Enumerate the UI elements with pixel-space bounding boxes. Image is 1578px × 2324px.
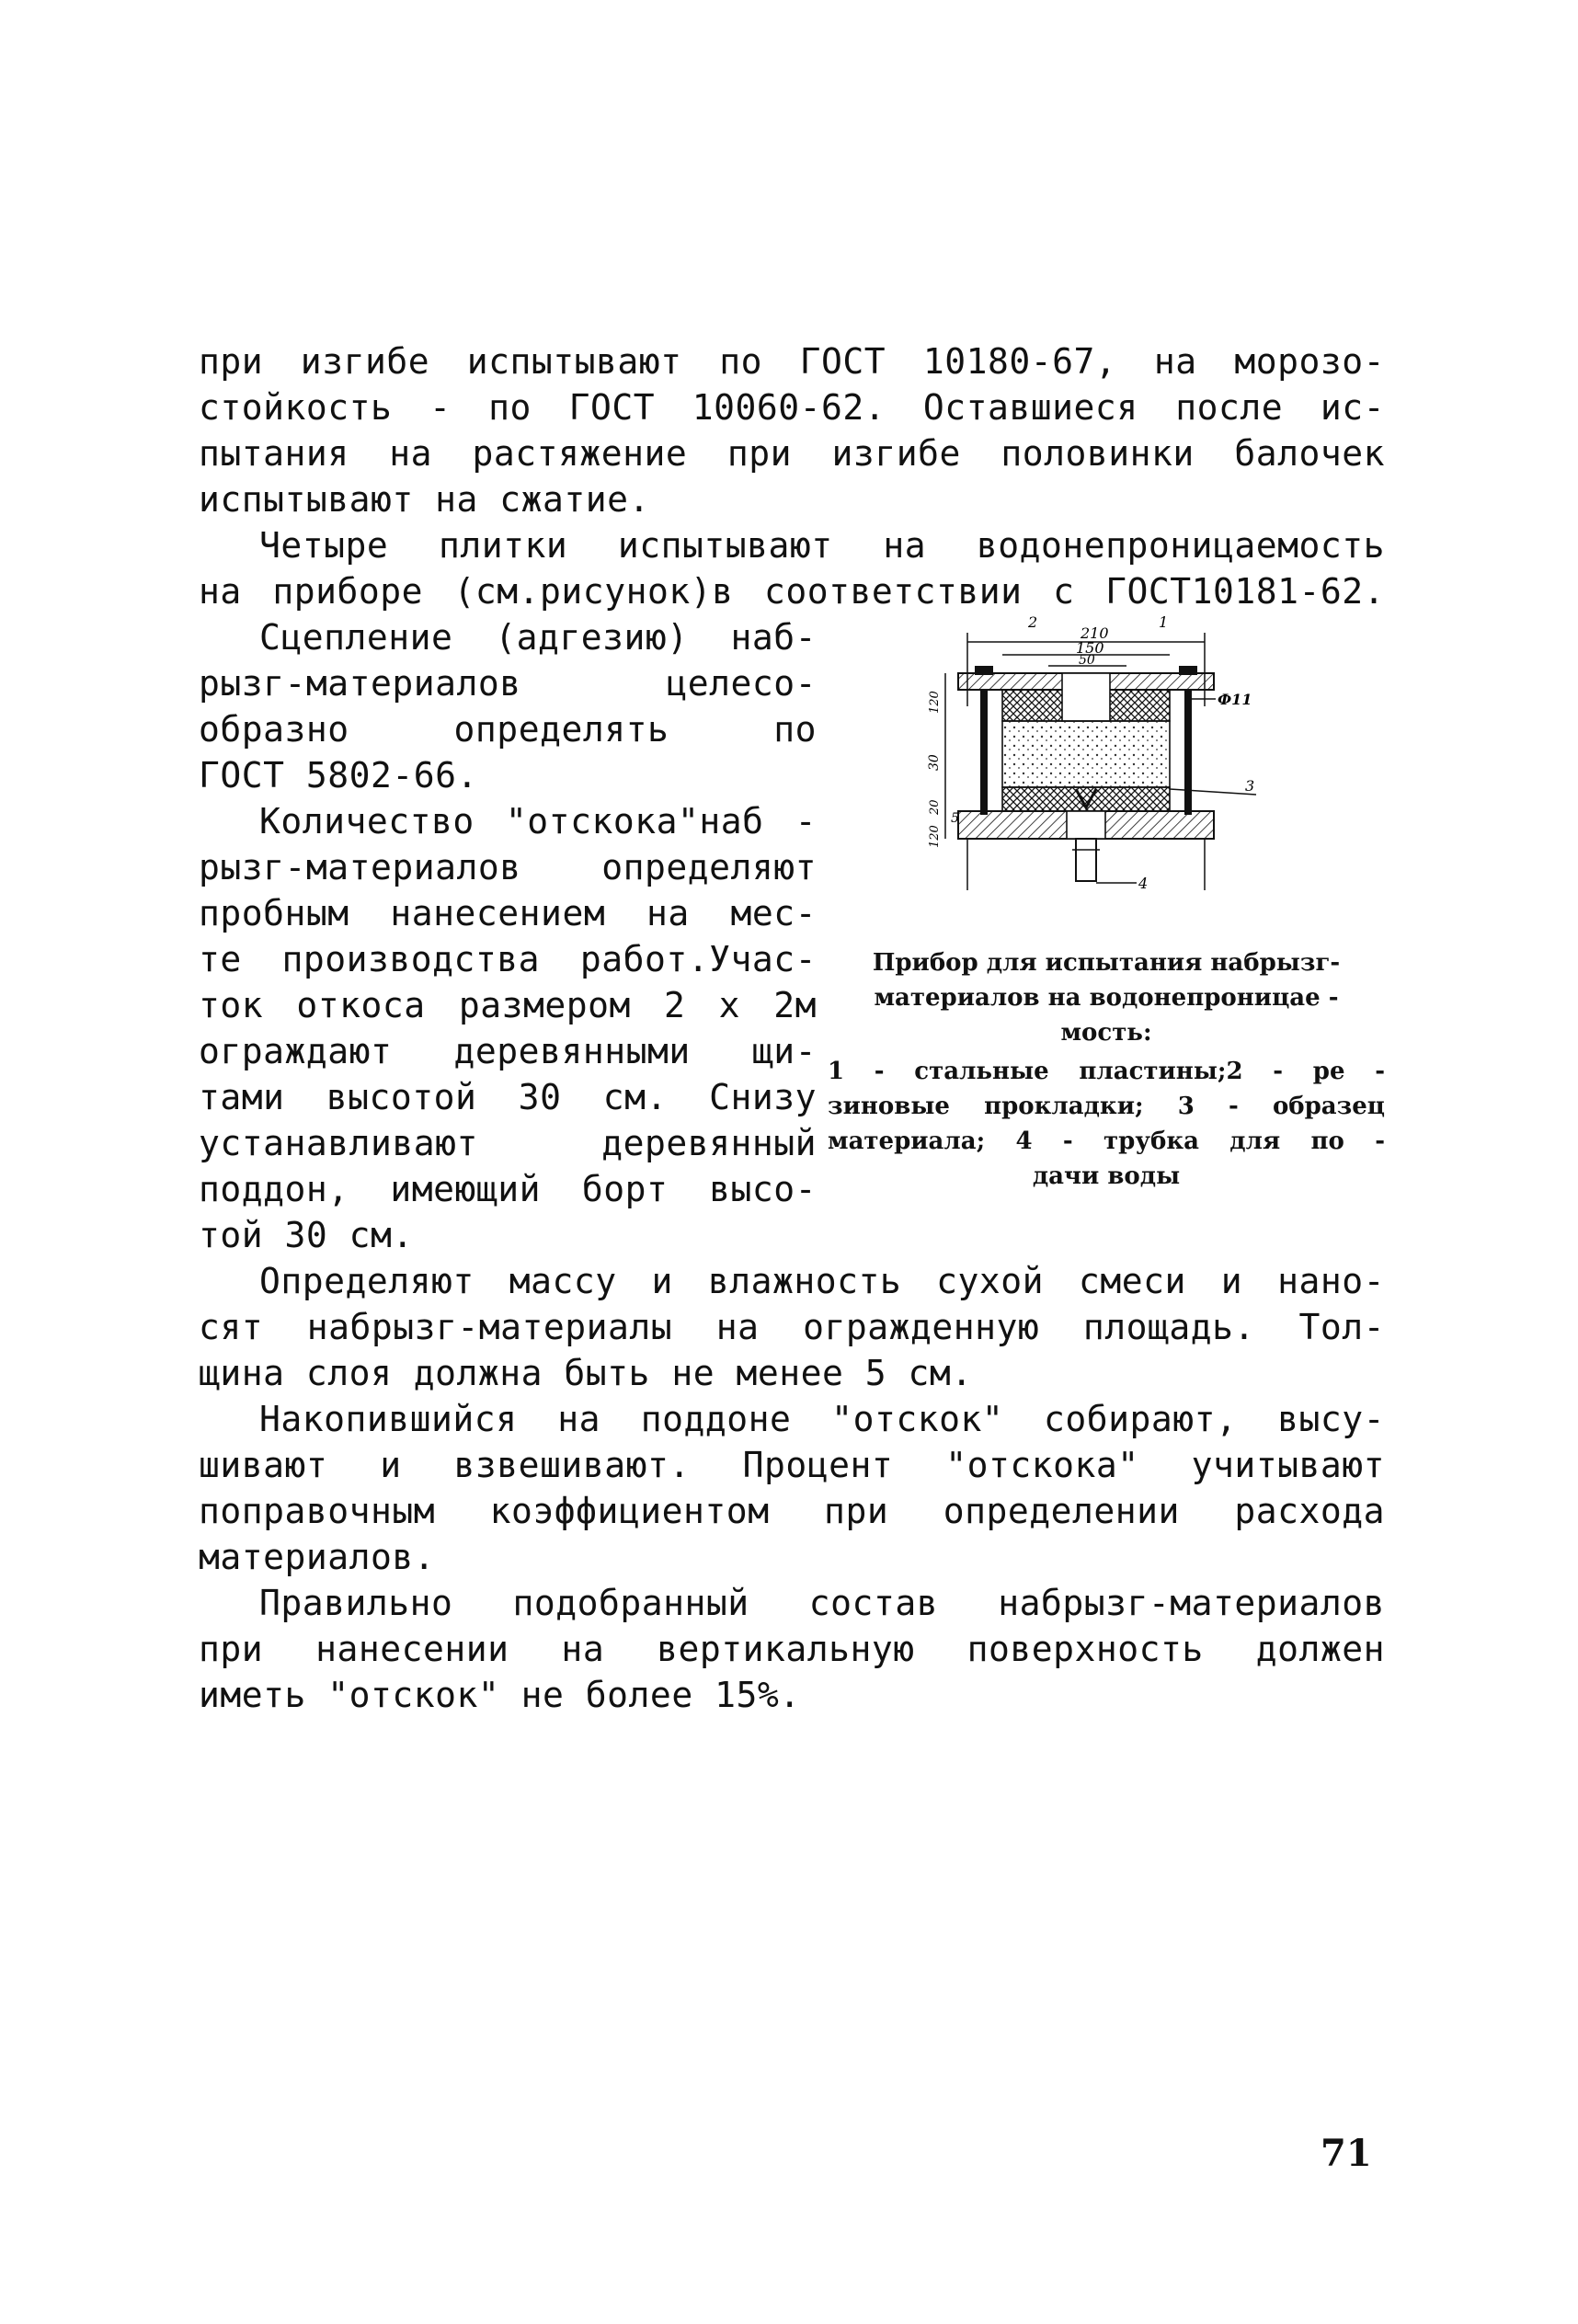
label-1: 1 — [1159, 613, 1169, 631]
text-line: образно определять по — [199, 709, 817, 750]
label-5: 5 — [951, 811, 959, 826]
text-line: той 30 см. — [199, 1215, 414, 1255]
text-line: Четыре плитки испытывают на водонепроницаемость — [259, 525, 1385, 566]
dim-20: 20 — [928, 799, 942, 815]
apparatus-drawing — [929, 614, 1260, 907]
page-number: 71 — [1321, 2132, 1372, 2175]
text-line: ток откоса размером 2 х 2м — [199, 985, 817, 1025]
text-line: при изгибе испытывают по ГОСТ 10180-67, на морозо- — [199, 341, 1385, 382]
text-line: щина слоя должна быть не менее 5 см. — [199, 1353, 973, 1393]
water-tube — [1076, 839, 1096, 881]
text-line: сят набрызг-материалы на огражденную площадь. Тол- — [199, 1307, 1385, 1347]
dim-150: 150 — [1076, 639, 1104, 657]
sample — [1002, 721, 1170, 787]
figure-caption-line: зиновые прокладки; 3 - образец — [828, 1093, 1385, 1120]
dim-120b: 120 — [928, 825, 942, 848]
dim-30: 30 — [927, 754, 942, 771]
text-line: рызг-материалов определяют — [199, 847, 817, 887]
bolt-label: Ф11 — [1218, 691, 1252, 708]
text-line: рызг-материалов целесо- — [199, 663, 817, 704]
text-line: Правильно подобранный состав набрызг-материалов — [259, 1583, 1385, 1623]
text-line: на приборе (см.рисунок)в соответствии с ГОСТ10181-62. — [199, 571, 1385, 612]
figure-caption-line: 1 - стальные пластины;2 - ре - — [828, 1058, 1385, 1085]
text-line: ограждают деревянными щи- — [199, 1031, 817, 1071]
text-line: при нанесении на вертикальную поверхность должен — [199, 1629, 1385, 1669]
text-line: Количество "отскока"наб - — [259, 801, 817, 841]
text-line: Накопившийся на поддоне "отскок" собирают, высу- — [259, 1399, 1385, 1439]
label-2: 2 — [1028, 613, 1038, 631]
dim-50: 50 — [1079, 653, 1095, 668]
text-line: ГОСТ 5802-66. — [199, 755, 478, 796]
label-4: 4 — [1138, 875, 1149, 892]
dim-210: 210 — [1081, 624, 1109, 642]
text-line: испытывают на сжатие. — [199, 479, 650, 520]
figure-caption-line: Прибор для испытания набрызг- — [872, 949, 1341, 977]
label-3: 3 — [1245, 777, 1255, 795]
text-line: устанавливают деревянный — [199, 1123, 817, 1163]
figure-caption-line: мость: — [1060, 1019, 1152, 1047]
text-line: иметь "отскок" не более 15%. — [199, 1675, 801, 1715]
text-line: те производства работ.Учас- — [199, 939, 817, 979]
text-line: пытания на растяжение при изгибе половинки балочек — [199, 433, 1385, 474]
text-line: Определяют массу и влажность сухой смеси и нано- — [259, 1261, 1385, 1301]
text-line: стойкость - по ГОСТ 10060-62. Оставшиеся после ис- — [199, 387, 1385, 428]
text-line: поправочным коэффициентом при определении расхода — [199, 1491, 1385, 1531]
figure-caption-line: дачи воды — [1032, 1162, 1181, 1190]
text-line: материалов. — [199, 1537, 436, 1577]
text-line: Сцепление (адгезию) наб- — [259, 617, 817, 658]
text-line: шивают и взвешивают. Процент "отскока" учитывают — [199, 1445, 1385, 1485]
figure-caption-line: материала; 4 - трубка для по - — [828, 1128, 1385, 1155]
text-line: тами высотой 30 см. Снизу — [199, 1077, 817, 1117]
dim-120a: 120 — [928, 691, 942, 714]
text-line: поддон, имеющий борт высо- — [199, 1169, 817, 1209]
text-line: пробным нанесением на мес- — [199, 893, 817, 933]
figure-caption-line: материалов на водонепроницае - — [874, 984, 1339, 1012]
